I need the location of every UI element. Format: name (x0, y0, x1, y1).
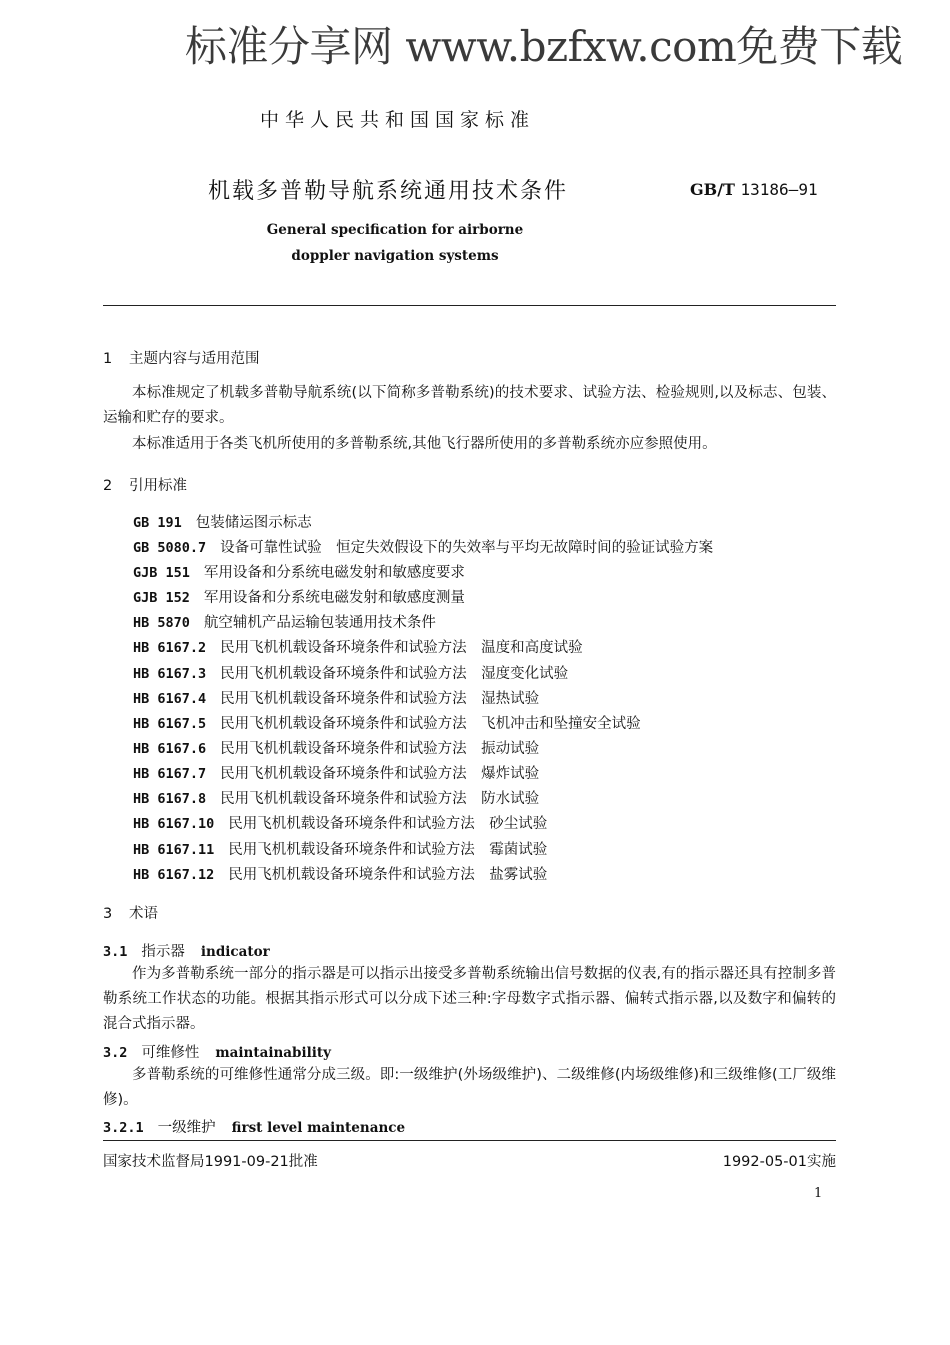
reference-title: 民用飞机机载设备环境条件和试验方法 砂尘试验 (228, 816, 548, 832)
term-3-2-heading (103, 1041, 331, 1062)
section-number: 2 (103, 478, 113, 494)
reference-code: HB 6167.6 (133, 741, 207, 757)
reference-title: 民用飞机机载设备环境条件和试验方法 防水试验 (220, 791, 540, 807)
reference-title: 设备可靠性试验 恒定失效假设下的失效率与平均无故障时间的验证试验方案 (220, 540, 714, 556)
term-number: 3.2.1 (103, 1120, 144, 1136)
reference-title: 民用飞机机载设备环境条件和试验方法 霉菌试验 (228, 842, 548, 858)
reference-title: 民用飞机机载设备环境条件和试验方法 振动试验 (220, 741, 540, 757)
implementation-note: 1992-05-01实施 (722, 1154, 836, 1170)
term-number: 3.1 (103, 944, 128, 960)
section-title: 主题内容与适用范围 (129, 351, 260, 367)
reference-code: HB 6167.7 (133, 766, 207, 782)
standard-prefix: GB/T (690, 180, 735, 199)
reference-code: HB 6167.8 (133, 791, 207, 807)
reference-title: 民用飞机机载设备环境条件和试验方法 爆炸试验 (220, 766, 540, 782)
reference-code: HB 6167.4 (133, 691, 207, 707)
reference-item (133, 636, 583, 657)
reference-code: HB 6167.10 (133, 816, 215, 832)
reference-item (133, 712, 641, 733)
national-standard-heading: 中华人民共和国国家标准 (259, 109, 535, 131)
reference-item (133, 687, 539, 708)
section-2-heading (103, 474, 187, 495)
section-1-paragraph-2: 本标准适用于各类飞机所使用的多普勒系统,其他飞行器所使用的多普勒系统亦应参照使用。 (132, 436, 717, 452)
reference-item (133, 787, 539, 808)
reference-code: HB 6167.2 (133, 640, 207, 656)
reference-item (133, 812, 547, 833)
term-3-1-definition: 作为多普勒系统一部分的指示器是可以指示出接受多普勒系统输出信号数据的仪表,有的指示器还具有控制多普勒系统工作状态的功能。根据其指示形式可以分成下述三种:字母数字式指示器、偏转式指示器,以及数字和偏转的混合式指示器。 (103, 966, 836, 1032)
reference-item (133, 611, 436, 632)
reference-code: HB 6167.12 (133, 867, 215, 883)
reference-item (133, 838, 547, 859)
reference-title: 民用飞机机载设备环境条件和试验方法 湿热试验 (220, 691, 540, 707)
reference-title: 民用飞机机载设备环境条件和试验方法 温度和高度试验 (220, 640, 583, 656)
reference-item (133, 536, 713, 557)
document-title-en-line1: General specification for airborne (266, 222, 524, 238)
term-en: maintainability (215, 1045, 331, 1061)
document-title-en-line2: doppler navigation systems (291, 248, 499, 264)
reference-title: 航空辅机产品运输包装通用技术条件 (203, 615, 436, 631)
reference-code: GJB 152 (133, 590, 190, 606)
reference-code: GJB 151 (133, 565, 190, 581)
term-3-2-1-heading (103, 1116, 405, 1137)
term-3-2-definition: 多普勒系统的可维修性通常分成三级。即:一级维护(外场级维护)、二级维修(内场级维修)和三级维修(工厂级维修)。 (103, 1067, 836, 1108)
term-3-1-heading (103, 940, 270, 961)
header-divider (103, 305, 836, 306)
reference-title: 民用飞机机载设备环境条件和试验方法 湿度变化试验 (220, 666, 569, 682)
term-cn: 一级维护 (157, 1120, 216, 1136)
reference-item (133, 737, 539, 758)
reference-code: GB 5080.7 (133, 540, 207, 556)
term-number: 3.2 (103, 1045, 128, 1061)
reference-code: HB 6167.11 (133, 842, 215, 858)
standard-number: 13186—91 (740, 180, 818, 199)
term-cn: 指示器 (141, 944, 185, 960)
reference-item (133, 511, 312, 532)
term-cn: 可维修性 (141, 1045, 200, 1061)
reference-item (133, 561, 465, 582)
page-number: 1 (814, 1186, 823, 1201)
term-en: first level maintenance (231, 1120, 406, 1136)
reference-code: HB 6167.3 (133, 666, 207, 682)
standard-code (690, 180, 818, 199)
reference-title: 军用设备和分系统电磁发射和敏感度测量 (203, 590, 465, 606)
document-title-cn: 机载多普勒导航系统通用技术条件 (208, 179, 569, 204)
reference-item (133, 863, 547, 884)
section-title: 引用标准 (129, 478, 187, 494)
reference-title: 民用飞机机载设备环境条件和试验方法 盐雾试验 (228, 867, 548, 883)
reference-code: HB 6167.5 (133, 716, 207, 732)
section-3-heading (103, 902, 158, 923)
reference-item (133, 762, 539, 783)
section-1-heading (103, 347, 260, 368)
reference-code: GB 191 (133, 515, 182, 531)
watermark-text: 标准分享网 www.bzfxw.com免费下载 (185, 22, 903, 71)
section-1-paragraph-1: 本标准规定了机载多普勒导航系统(以下简称多普勒系统)的技术要求、试验方法、检验规则,以及标志、包装、运输和贮存的要求。 (103, 385, 836, 426)
term-en: indicator (200, 944, 270, 960)
reference-item (133, 662, 568, 683)
reference-title: 民用飞机机载设备环境条件和试验方法 飞机冲击和坠撞安全试验 (220, 716, 641, 732)
reference-title: 包装储运图示标志 (195, 515, 312, 531)
approval-note: 国家技术监督局1991-09-21批准 (103, 1154, 318, 1170)
reference-item (133, 586, 465, 607)
section-number: 3 (103, 906, 113, 922)
section-title: 术语 (129, 906, 158, 922)
reference-code: HB 5870 (133, 615, 190, 631)
footer-divider (103, 1140, 836, 1141)
section-number: 1 (103, 351, 113, 367)
reference-title: 军用设备和分系统电磁发射和敏感度要求 (203, 565, 465, 581)
